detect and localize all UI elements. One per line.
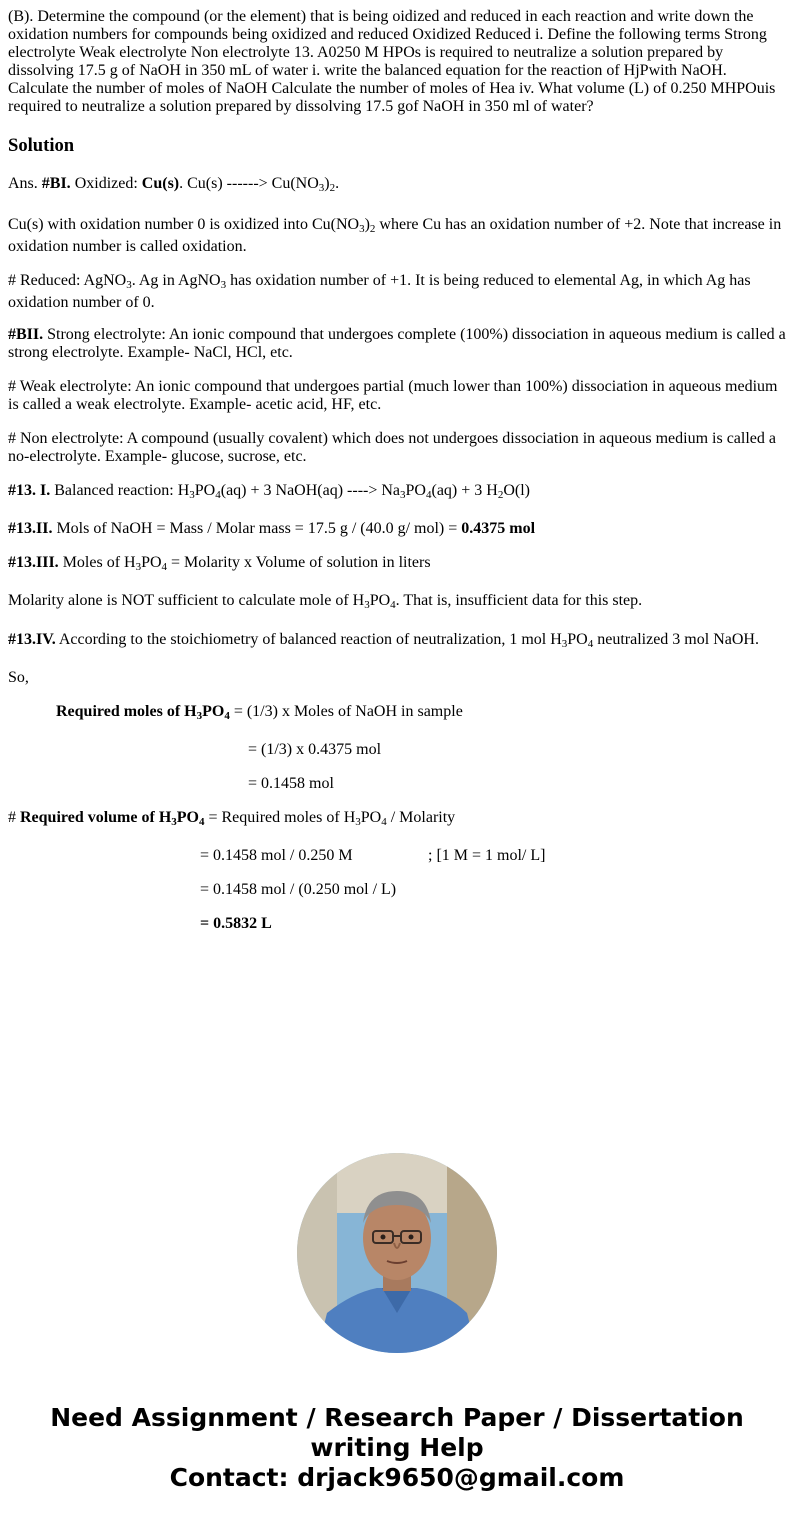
required-volume-step3: = 0.1458 mol / (0.250 mol / L) xyxy=(200,881,397,898)
so-text: So, xyxy=(8,669,29,686)
non-electrolyte: # Non electrolyte: A compound (usually covalent) which does not undergoes dissociation in aqueous medium is called a no-electrolyte. Example- glucose, sucrose, etc. xyxy=(8,430,776,465)
weak-electrolyte: # Weak electrolyte: An ionic compound that undergoes partial (much lower than 100%) dissociation in aqueous medium is called a weak electrolyte. Example- acetic acid, HF, etc. xyxy=(8,378,778,413)
solution-heading: Solution xyxy=(8,135,75,156)
answer-bi: Ans. #BI. Oxidized: Cu(s). Cu(s) ------> $Cu(NO_3)_2$. xyxy=(8,175,340,194)
required-volume-step2: = 0.1458 mol / 0.250 M xyxy=(200,847,353,864)
footer-promo xyxy=(0,1403,794,1493)
answer-13-iii: #13.III. Moles of $H_3PO_4$ = Molarity x Volume of solution in liters xyxy=(8,554,431,573)
author-photo-image xyxy=(297,1153,497,1353)
oxidation-explanation: Cu(s) with oxidation number 0 is oxidized into $Cu(NO_3)_2$ where Cu has an oxidation number of +2. Note that increase in oxidation number is called oxidation. xyxy=(8,216,782,255)
required-volume-line: # Required volume of $H_3PO_4$ = Required moles of $H_3PO_4$ / Molarity xyxy=(8,809,456,828)
required-moles-line: Required moles of $H_3PO_4 = (1/3)$ x Moles of NaOH in sample xyxy=(56,703,463,722)
footer-line-1: Need Assignment / Research Paper / Dissertation xyxy=(50,1403,744,1432)
question-text: (B). Determine the compound (or the element) that is being oidized and reduced in each reaction and write down the oxidation numbers for compounds being oxidized and reduced Oxidized Reduced i. Define the following terms Strong electrolyte Weak electrolyte Non electrolyte 13. A0250 M HPOs is required to neutralize a solution prepared by dissolving 17.5 g of NaOH in 350 mL of water i. write the balanced equation for the reaction of HjPwith NaOH. Calculate the number of moles of NaOH Calculate the number of moles of Hea iv. What volume (L) of 0.250 MHPOuis required to neutralize a solution prepared by dissolving 17.5 gof NaOH in 350 ml of water? xyxy=(8,8,776,115)
reduction-explanation: # Reduced: AgNO$_3$. Ag in AgNO$_3$ has oxidation number of +1. It is being reduced to elemental Ag, in which Ag has oxidation number of 0. xyxy=(8,272,751,311)
answer-13-i: #13. I. Balanced reaction: $H_3PO_4(aq) + 3$ NaOH(aq) ----> $Na_3PO_4(aq) + 3$ $H_2O(l)$ xyxy=(8,482,530,501)
required-volume-answer: = 0.5832 L xyxy=(200,915,272,932)
footer-line-2: writing Help xyxy=(310,1433,484,1462)
author-avatar xyxy=(297,1153,497,1353)
required-moles-step2: = (1/3) x 0.4375 mol xyxy=(248,741,382,758)
answer-13-iv: #13.IV. According to the stoichiometry of balanced reaction of neutralization, 1 mol $H_3PO_4$ neutralized 3 mol NaOH. xyxy=(8,631,759,650)
answer-13-ii: #13.II. Mols of NaOH = Mass / Molar mass = 17.5 g / (40.0 g/ mol) = 0.4375 mol xyxy=(8,520,536,537)
footer-contact: Contact: drjack9650@gmail.com xyxy=(169,1463,625,1492)
required-moles-step3: = 0.1458 mol xyxy=(248,775,334,792)
molarity-unit-note: ; [1 M = 1 mol/ L] xyxy=(428,847,546,864)
answer-bii-strong-electrolyte: #BII. Strong electrolyte: An ionic compound that undergoes complete (100%) dissociation in aqueous medium is called a strong electrolyte. Example- NaCl, HCl, etc. xyxy=(8,326,786,361)
insufficient-data-note: Molarity alone is NOT sufficient to calculate mole of $H_3PO_4$. That is, insufficient data for this step. xyxy=(8,592,643,611)
